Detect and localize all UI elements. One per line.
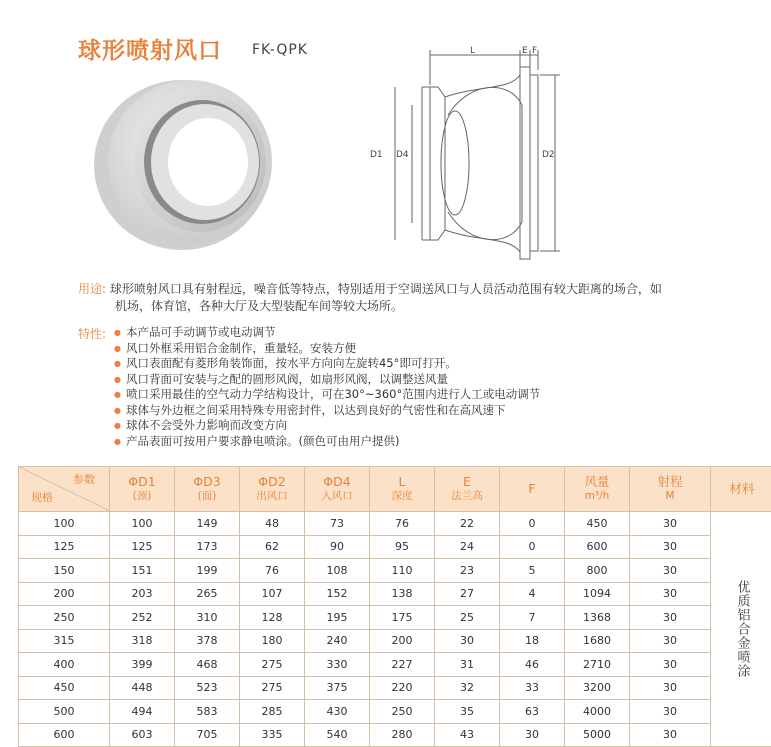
table-row [19,676,771,700]
dim-e-label: E [522,46,528,56]
table-cell: 30 [630,629,711,653]
feature-item: ● 风口外框采用铝合金制作，重量轻。安装方便 [114,341,540,357]
technical-drawing [360,45,590,260]
header-corner [19,467,110,512]
table-cell: 375 [305,676,370,700]
usage-text-line1: 球形喷射风口具有射程远，噪音低等特点，特别适用于空调送风口与人员活动范围有较大距离的场合，如 [110,282,662,296]
table-cell: 2710 [565,653,630,677]
table-cell: 138 [370,582,435,606]
table-cell: 318 [110,629,175,653]
feature-item: ● 球体与外边框之间采用特殊专用密封件，以达到良好的气密性和在高风速下 [114,403,540,419]
table-cell: 494 [110,700,175,724]
table-cell: 76 [240,559,305,583]
table-cell: 3200 [565,676,630,700]
header-l: L 深度 [370,467,435,512]
table-cell: 5000 [565,723,630,747]
table-cell: 5 [500,559,565,583]
table-cell: 200 [370,629,435,653]
table-cell: 32 [435,676,500,700]
table-cell: 30 [630,535,711,559]
header-material: 材料 [711,467,771,512]
table-cell: 110 [370,559,435,583]
table-cell: 22 [435,512,500,536]
table-header-row [19,467,771,512]
table-cell: 27 [435,582,500,606]
table-cell: 180 [240,629,305,653]
table-cell: 173 [175,535,240,559]
header-d2: ΦD2 出风口 [240,467,305,512]
dim-d2-label: D2 [542,150,555,160]
material-cell [711,512,771,747]
table-cell: 108 [305,559,370,583]
table-row [19,606,771,630]
table-cell: 63 [500,700,565,724]
table-cell: 540 [305,723,370,747]
dim-l-label: L [470,46,475,56]
table-cell: 583 [175,700,240,724]
table-body [19,512,771,747]
table-cell: 195 [305,606,370,630]
table-cell: 30 [435,629,500,653]
table-cell: 125 [19,535,110,559]
table-cell: 48 [240,512,305,536]
table-cell: 315 [19,629,110,653]
table-cell: 30 [630,512,711,536]
feature-item: ● 喷口采用最佳的空气动力学结构设计，可在30°~360°范围内进行人工或电动调节 [114,387,540,403]
table-cell: 25 [435,606,500,630]
table-cell: 23 [435,559,500,583]
table-cell: 600 [19,723,110,747]
table-cell: 600 [565,535,630,559]
material-text: 优质铝合金喷涂 [733,580,752,678]
table-cell: 203 [110,582,175,606]
dim-d1-label: D1 [370,150,383,160]
table-cell: 30 [500,723,565,747]
table-cell: 310 [175,606,240,630]
table-cell: 151 [110,559,175,583]
table-cell: 30 [630,676,711,700]
table-row [19,512,771,536]
table-cell: 95 [370,535,435,559]
spec-table [18,466,771,747]
table-cell: 1094 [565,582,630,606]
table-cell: 500 [19,700,110,724]
feature-item: ● 风口背面可安装与之配的圆形风阀，如扇形风阀，以调整送风量 [114,372,540,388]
usage-section [78,281,708,315]
table-cell: 448 [110,676,175,700]
header-throw: 射程 M [630,467,711,512]
corner-bottom-label: 规格 [31,491,53,505]
table-cell: 1368 [565,606,630,630]
feature-item: ● 产品表面可按用户要求静电喷涂。(颜色可由用户提供) [114,434,540,450]
header-d1: ΦD1 (颈) [110,467,175,512]
table-cell: 107 [240,582,305,606]
header-f: F [500,467,565,512]
table-cell: 30 [630,582,711,606]
table-cell: 73 [305,512,370,536]
table-row [19,535,771,559]
table-cell: 265 [175,582,240,606]
table-cell: 30 [630,653,711,677]
table-cell: 240 [305,629,370,653]
feature-item: ● 风口表面配有菱形角装饰面，按水平方向向左旋转45°即可打开。 [114,356,540,372]
usage-text-line2: 机场，体育馆，各种大厅及大型装配车间等较大场所。 [78,298,708,315]
table-cell: 450 [565,512,630,536]
table-cell: 330 [305,653,370,677]
usage-label: 用途: [78,282,106,296]
table-cell: 450 [19,676,110,700]
features-list [114,325,540,449]
table-cell: 128 [240,606,305,630]
table-cell: 0 [500,512,565,536]
table-cell: 0 [500,535,565,559]
table-cell: 175 [370,606,435,630]
table-cell: 220 [370,676,435,700]
table-cell: 76 [370,512,435,536]
table-cell: 43 [435,723,500,747]
feature-item: ● 本产品可手动调节或电动调节 [114,325,540,341]
product-model: FK-QPK [252,42,308,58]
table-row [19,723,771,747]
table-cell: 30 [630,606,711,630]
table-cell: 30 [630,700,711,724]
dim-d4-label: D4 [396,150,409,160]
table-cell: 150 [19,559,110,583]
table-cell: 400 [19,653,110,677]
table-cell: 24 [435,535,500,559]
table-cell: 199 [175,559,240,583]
table-cell: 705 [175,723,240,747]
table-row [19,653,771,677]
feature-item: ● 球体不会受外力影响而改变方向 [114,418,540,434]
corner-top-label: 参数 [73,473,95,487]
table-cell: 468 [175,653,240,677]
table-cell: 125 [110,535,175,559]
table-cell: 100 [110,512,175,536]
dim-f-label: F [532,46,537,56]
table-cell: 603 [110,723,175,747]
table-cell: 227 [370,653,435,677]
table-cell: 152 [305,582,370,606]
table-cell: 46 [500,653,565,677]
table-cell: 285 [240,700,305,724]
table-cell: 250 [19,606,110,630]
table-cell: 399 [110,653,175,677]
table-cell: 430 [305,700,370,724]
table-cell: 35 [435,700,500,724]
table-cell: 30 [630,723,711,747]
table-cell: 149 [175,512,240,536]
header-d3: ΦD3 (面) [175,467,240,512]
header-d4: ΦD4 入风口 [305,467,370,512]
table-cell: 275 [240,653,305,677]
table-cell: 523 [175,676,240,700]
table-row [19,582,771,606]
product-photo [90,70,290,255]
header-airflow: 风量 m³/h [565,467,630,512]
table-cell: 200 [19,582,110,606]
header-e: E 法兰高 [435,467,500,512]
table-cell: 378 [175,629,240,653]
table-row [19,700,771,724]
table-cell: 18 [500,629,565,653]
table-row [19,559,771,583]
table-cell: 7 [500,606,565,630]
table-row [19,629,771,653]
table-cell: 800 [565,559,630,583]
table-cell: 31 [435,653,500,677]
product-title: 球形喷射风口 [78,32,222,65]
table-cell: 100 [19,512,110,536]
table-cell: 280 [370,723,435,747]
table-cell: 250 [370,700,435,724]
table-cell: 30 [630,559,711,583]
table-cell: 62 [240,535,305,559]
table-cell: 33 [500,676,565,700]
table-cell: 1680 [565,629,630,653]
table-cell: 90 [305,535,370,559]
table-cell: 4 [500,582,565,606]
table-cell: 275 [240,676,305,700]
table-cell: 252 [110,606,175,630]
table-cell: 4000 [565,700,630,724]
features-label: 特性: [78,325,106,342]
table-cell: 335 [240,723,305,747]
